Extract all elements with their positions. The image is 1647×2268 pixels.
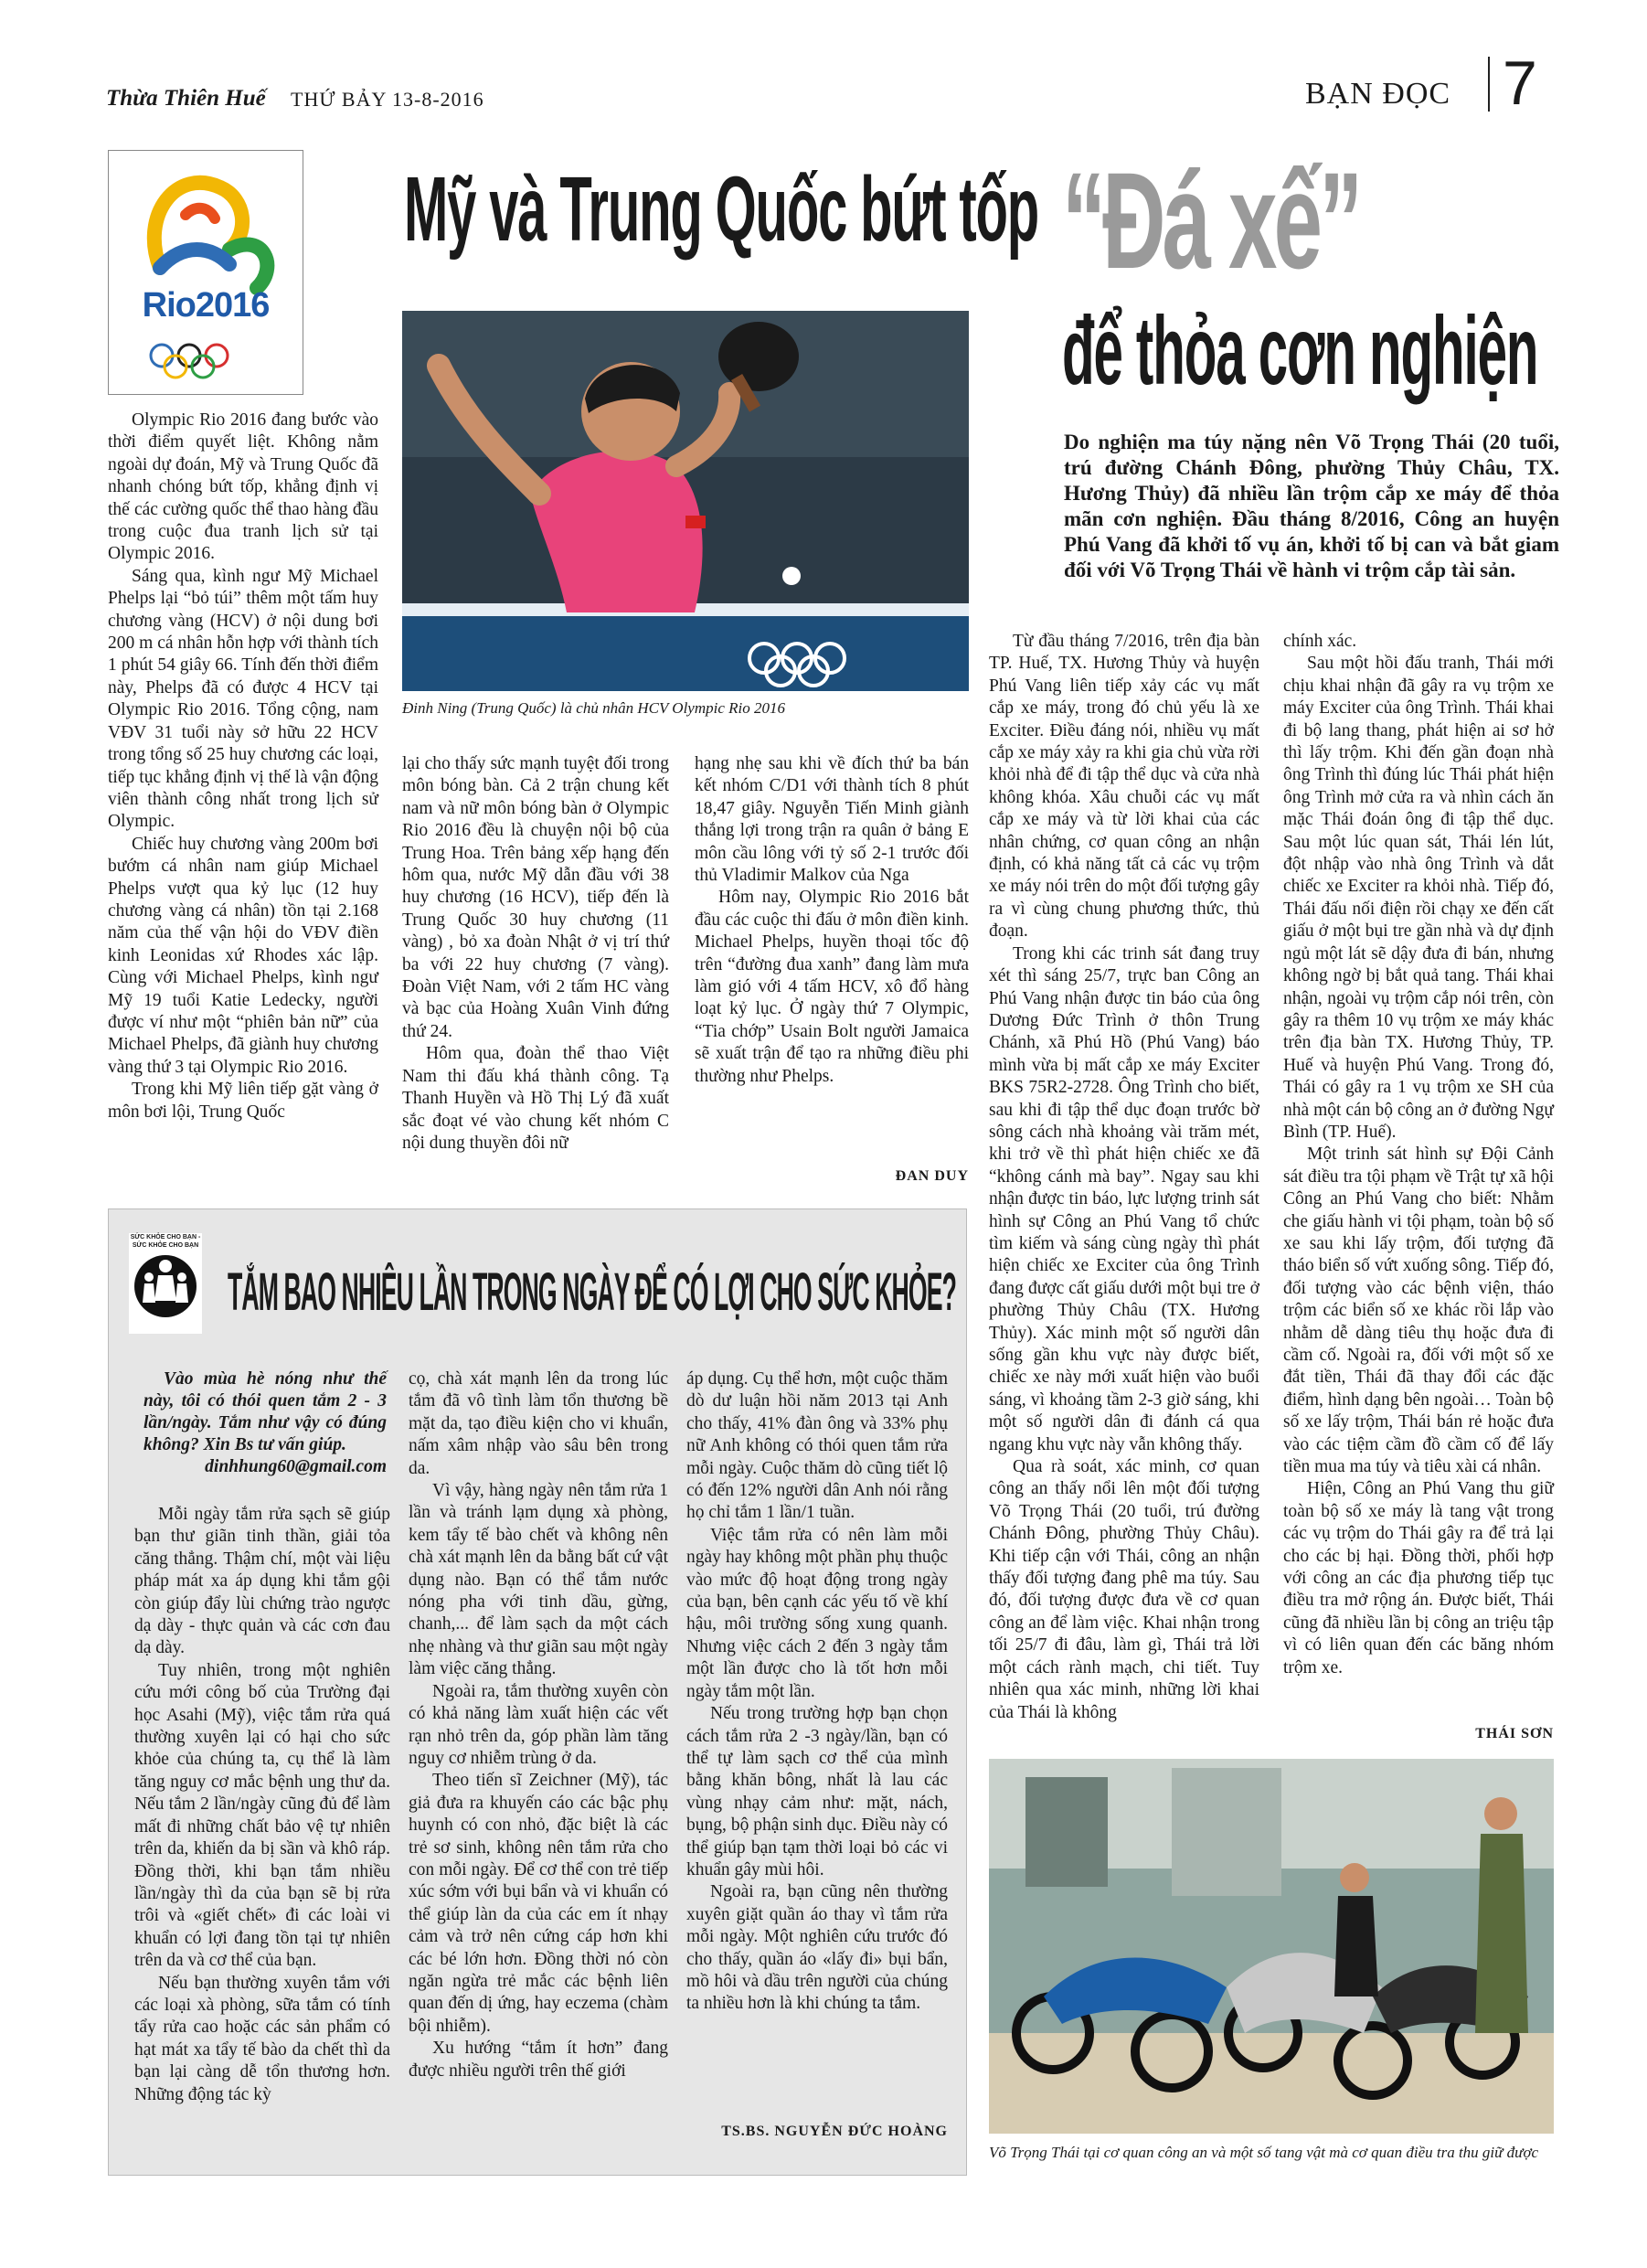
section-name: BẠN ĐỌC: [1305, 77, 1451, 111]
rio-logo: [108, 150, 303, 395]
olympic-column-2: [402, 753, 669, 1155]
paragraph: Trong khi các trinh sát đang truy xét thì sáng 25/7, trực ban Công an Phú Vang nhận được tin báo của ông Dương Đức Trình ở thôn Trung Chánh, xã Phú Hồ (Phú Vang) báo mình vừa bị mất cắp xe máy Exciter BKS 75R2-2728. Ông Trình cho biết, sau khi đi tập thể dục đoạn trước bờ sông cách nhà khoảng vài trăm mét, khi trở về thì phát hiện chiếc xe đã “không cánh mà bay”. Ngay sau khi nhận được tin báo, lực lượng trinh sát hình sự Công an Phú Vang tổ chức tìm kiếm và sáng cùng ngày thì phát hiện chiếc xe Exciter của ông Trình đang được cất giấu dưới một bụi tre ở phường Thủy Châu (TX. Hương Thủy). Xác minh một số người dân sống gần khu vực này được biết, chiếc xe này mới xuất hiện vào buổi sáng, vì khoảng tầm 2-3 giờ sáng, khi một số người dân đi đánh cá qua ngang khu vực này vẫn không thấy.: [989, 943, 1259, 1454]
health-column-1: [134, 1504, 390, 2106]
table-tennis-photo: [402, 311, 969, 691]
paragraph: chính xác.: [1283, 632, 1357, 651]
paragraph: Việc tắm rửa có nên làm mỗi ngày hay không một phần phụ thuộc vào mức độ hoạt động trong ngày của bạn, bên cạnh các yếu tố về khí hậu, môi trường sống xung quanh. Nhưng việc cách 2 đến 3 ngày tắm một lần được cho là tốt hơn mỗi ngày tắm một lần.: [686, 1525, 948, 1701]
olympic-column-1: [108, 410, 378, 1123]
issue-date: THỨ BẢY 13-8-2016: [291, 88, 484, 111]
health-box: [108, 1209, 967, 2176]
paper-name: Thừa Thiên Huế: [106, 86, 266, 111]
paragraph: Xu hướng “tắm ít hơn” đang được nhiều người trên thế giới: [409, 2039, 668, 2081]
health-badge-text: SỨC KHỎE CHO BẠN - SỨC KHỎE CHO BẠN: [130, 1234, 201, 1249]
paragraph: Tuy nhiên, trong một nghiên cứu mới công bố của Trường đại học Asahi (Mỹ), việc tắm rửa quá thường xuyên lại có hại cho sức khỏe của chúng ta, cụ thể là làm tăng nguy cơ mắc bệnh ung thư da. Nếu tắm 2 lần/ngày cũng đủ để làm mất đi những chất bảo vệ tự nhiên trên da, khiến da bị sần và khô ráp. Đồng thời, khi bạn tắm nhiều lần/ngày thì da của bạn sẽ bị rửa trôi và «giết chết» đi các loài vi khuẩn có lợi đang tồn tại tự nhiên trên da và cơ thể của bạn.: [134, 1660, 390, 1971]
motorbikes-photo: [989, 1759, 1554, 2134]
header-divider: [1488, 57, 1490, 112]
paragraph: Chiếc huy chương vàng 200m bơi bướm cá nhân nam giúp Michael Phelps vượt qua kỷ lục (12 huy chương vàng cá nhân) tồn tại 2.168 năm của thế vận hội do VĐV điền kinh Leonidas xứ Rhodes xác lập. Cùng với Michael Phelps, kình ngư Mỹ 19 tuổi Katie Ledecky, người được ví như một “phiên bản nữ” của Michael Phelps, đã giành huy chương vàng thứ 3 tại Olympic Rio 2016.: [108, 834, 378, 1077]
olympic-photo-caption: Đinh Ning (Trung Quốc) là chủ nhân HCV Olympic Rio 2016: [402, 699, 785, 717]
reader-question: [143, 1368, 387, 1478]
reader-email: dinhhung60@gmail.com: [205, 1457, 387, 1476]
paragraph: Hôm nay, Olympic Rio 2016 bắt đầu các cuộc thi đấu ở môn điền kinh. Michael Phelps, huyền thoại tốc độ trên “đường đua xanh” đang làm mưa làm gió với 4 tấm HCV, xô đổ hàng loạt kỷ lục. Ở ngày thứ 7 Olympic, “Tia chớp” Usain Bolt người Jamaica sẽ xuất trận để tạo ra những điều phi thường như Phelps.: [695, 888, 969, 1086]
paragraph: Hiện, Công an Phú Vang thu giữ toàn bộ số xe máy là tang vật trong các vụ trộm do Thái gây ra để trả lại cho các bị hại. Đồng thời, phối hợp với công an các địa phương tiếp tục điều tra mở rộng án. Được biết, Thái cũng đã nhiều lần bị công an triệu tập vì có liên quan đến các băng nhóm trộm xe.: [1283, 1479, 1554, 1677]
paragraph: Sau một hồi đấu tranh, Thái mới chịu khai nhận đã gây ra vụ trộm xe máy Exciter của ông Trình. Thái khai đi bộ lang thang, phát hiện ai sơ hở thì lấy trộm. Khi đến gần đoạn nhà ông Trình thì đúng lúc Thái phát hiện ông Trình mở cửa ra và nhìn cách ăn mặc Thái đoán ông đi tập thể dục. Sau một lúc quan sát, Thái lén lút, đột nhập vào nhà ông Trình và dắt chiếc xe Exciter ra khỏi nhà. Tiếp đó, Thái đấu nối điện rồi chạy xe đến cất giấu ở một bụi tre gần nhà và dự định ngủ một lát sẽ dậy đưa đi bán, nhưng không ngờ bị bắt quả tang. Thái khai nhận, ngoài vụ trộm cắp nói trên, còn gây ra thêm 10 vụ trộm xe máy khác trên địa bàn TX. Hương Thủy, TP. Huế và huyện Phú Vang. Trong đó, Thái có gây ra 1 vụ trộm xe SH của nhà một cán bộ công an ở đường Ngự Bình (TP. Huế).: [1283, 654, 1554, 1142]
paragraph: Hôm qua, đoàn thể thao Việt Nam thi đấu khá thành công. Tạ Thanh Huyền và Hồ Thị Lý đã xuất sắc đoạt vé vào chung kết nhóm C nội dung thuyền đôi nữ: [402, 1044, 669, 1153]
paragraph: Ngoài ra, bạn cũng nên thường xuyên giặt quần áo thay vì tắm rửa mỗi ngày. Một nghiên cứu trước đó cho thấy, quần áo «lấy đi» bụi bẩn, mồ hôi và dầu trên người của chúng ta nhiều hơn là khi chúng ta tắm.: [686, 1882, 948, 2014]
paragraph: Nếu bạn thường xuyên tắm với các loại xà phòng, sữa tắm có tính tẩy rửa cao hoặc các sản phẩm có hạt mát xa tẩy tế bào da chết thì da bạn lại càng dễ tổn thương hơn. Những động tác kỳ: [134, 1973, 390, 2104]
paragraph: Sáng qua, kình ngư Mỹ Michael Phelps lại “bỏ túi” thêm một tấm huy chương vàng (HCV) ở nội dung bơi 200 m cá nhân hỗn hợp với thành tích 1 phút 54 giây 66. Tính đến thời điểm này, Phelps đã có được 4 HCV tại Olympic Rio 2016. Tổng cộng, nam VĐV 31 tuổi này sở hữu 22 HCV trong tổng số 25 huy chương các loại, tiếp tục khẳng định vị thế là vận động viên thành công nhất trong lịch sử Olympic.: [108, 566, 378, 832]
crime-author: THÁI SƠN: [1475, 1726, 1554, 1741]
page-number: 7: [1503, 48, 1537, 118]
health-headline: TẮM BAO NHIÊU LẦN TRONG NGÀY ĐỂ CÓ LỢI CHO SỨC KHỎE?: [228, 1262, 956, 1322]
crime-photo-caption: Võ Trọng Thái tại cơ quan công an và một số tang vật mà cơ quan điều tra thu giữ được: [989, 2144, 1539, 2161]
crime-column-2: [1283, 631, 1554, 1679]
rio-logo-text: Rio2016: [142, 286, 270, 325]
paragraph: Nếu trong trường hợp bạn chọn cách tắm rửa 2 -3 ngày/lần, bạn có thể tự làm sạch cơ thể của mình bằng khăn bông, nhất là lau các vùng nhạy cảm như: mặt, nách, bụng, bộ phận sinh dục. Điều này có thể giúp bạn tạm thời loại bỏ các vi khuẩn gây mùi hôi.: [686, 1704, 948, 1879]
question-text: Vào mùa hè nóng như thế này, tôi có thói quen tắm 2 - 3 lần/ngày. Tắm như vậy có đúng không? Xin Bs tư vấn giúp.: [143, 1369, 387, 1454]
paragraph: Từ đầu tháng 7/2016, trên địa bàn TP. Huế, TX. Hương Thủy và huyện Phú Vang liên tiếp xảy các vụ mất cắp xe máy, trong đó chủ yếu là xe Exciter. Điều đáng nói, nhiều vụ mất cắp xe máy xảy ra khi gia chủ vừa rời khỏi nhà để đi tập thể dục và cửa nhà không khóa. Xâu chuỗi các vụ mất cắp xe máy và từ lời khai của các nhân chứng, cơ quan công an nhận định, có khả năng tất cả các vụ trộm xe máy nói trên do một đối tượng gây ra vì cùng chung phương thức, thủ đoạn.: [989, 632, 1259, 942]
paragraph: Một trinh sát hình sự Đội Cảnh sát điều tra tội phạm về Trật tự xã hội Công an Phú Vang cho biết: Nhằm che giấu hành vi tội phạm, toàn bộ số xe sau khi lấy trộm, đối tượng đã tháo biển số vứt xuống sông. Tiếp đó, đối tượng vào các bệnh viện, tháo trộm các biển số xe khác rồi lắp vào nhằm dễ dàng tiêu thụ hoặc đưa đi cầm cố. Ngoài ra, đối với một số xe đắt tiền, Thái đã thay đổi các đặc điểm, hình dạng bên ngoài… Toàn bộ số xe lấy trộm, Thái bán rẻ hoặc đưa vào các tiệm cầm đồ cầm cố để lấy tiền mua ma túy và tiêu xài cá nhân.: [1283, 1145, 1554, 1477]
paragraph: Trong khi Mỹ liên tiếp gặt vàng ở môn bơi lội, Trung Quốc: [108, 1080, 378, 1122]
paragraph: lại cho thấy sức mạnh tuyệt đối trong môn bóng bàn. Cả 2 trận chung kết nam và nữ môn bóng bàn ở Olympic Rio 2016 đều là chuyện nội bộ của Trung Hoa. Trên bảng xếp hạng đến hôm qua, nước Mỹ dẫn đầu với 38 huy chương (16 HCV), tiếp đến là Trung Quốc 30 huy chương (11 vàng) , bỏ xa đoàn Nhật ở vị trí thứ ba với 22 huy chương (7 vàng). Đoàn Việt Nam, với 2 tấm HC vàng và bạc của Hoàng Xuân Vinh đứng thứ 24.: [402, 754, 669, 1041]
crime-column-1: [989, 631, 1259, 1724]
olympic-author: ĐAN DUY: [895, 1168, 969, 1184]
paragraph: Ngoài ra, tắm thường xuyên còn có khả năng làm xuất hiện các vết rạn nhỏ trên da, góp phần làm tăng nguy cơ nhiễm trùng ở da.: [409, 1681, 668, 1768]
paragraph: cọ, chà xát mạnh lên da trong lúc tắm đã vô tình làm tổn thương bề mặt da, tạo điều kiện cho vi khuẩn, nấm xâm nhập vào sâu bên trong da.: [409, 1369, 668, 1478]
health-author: TS.BS. NGUYỄN ĐỨC HOÀNG: [721, 2124, 948, 2139]
paragraph: Mỗi ngày tắm rửa sạch sẽ giúp bạn thư giãn tinh thần, giải tỏa căng thẳng. Thậm chí, một vài liệu pháp mát xa áp dụng khi tắm gội còn giúp đẩy lùi chứng trào ngược dạ dày - thực quản và các cơn đau dạ dày.: [134, 1505, 390, 1658]
paragraph: Vì vậy, hàng ngày nên tắm rửa 1 lần và tránh lạm dụng xà phòng, kem tẩy tế bào chết và không nên chà xát mạnh lên da bằng bất cứ vật dụng nào. Bạn có thể tắm nước nóng pha với tinh dầu, gừng, chanh,... để làm sạch da một cách nhẹ nhàng và thư giãn sau một ngày làm việc căng thẳng.: [409, 1481, 668, 1679]
paragraph: Olympic Rio 2016 đang bước vào thời điểm quyết liệt. Không nằm ngoài dự đoán, Mỹ và Trung Quốc đã nhanh chóng bứt tốp, khẳng định vị thế các cường quốc thể thao hàng đầu trong cuộc đua tranh lịch sử tại Olympic 2016.: [108, 410, 378, 564]
crime-headline-top: “Đá xế”: [1062, 144, 1360, 297]
rio-logo-graphic: [109, 151, 303, 394]
olympic-column-3: [695, 753, 969, 1088]
health-column-3: [686, 1368, 948, 2016]
paragraph: áp dụng. Cụ thể hơn, một cuộc thăm dò dư luận hồi năm 2013 tại Anh cho thấy, 41% đàn ông và 33% phụ nữ Anh không có thói quen tắm rửa mỗi ngày. Cuộc thăm dò cũng tiết lộ có đến 12% người dân Anh nói rằng họ chỉ tắm 1 lần/1 tuần.: [686, 1369, 948, 1523]
olympic-headline: Mỹ và Trung Quốc bứt tốp: [404, 158, 1039, 261]
paragraph: Theo tiến sĩ Zeichner (Mỹ), tác giả đưa ra khuyến cáo các bậc phụ huynh có con nhỏ, đặc biệt là các trẻ sơ sinh, không nên tắm rửa cho con mỗi ngày. Để cơ thể con trẻ tiếp xúc sớm với bụi bẩn và vi khuẩn có thể giúp làn da của các em ít nhạy cảm và trở nên cứng cáp hơn khi các bé lớn hơn. Đồng thời nó còn ngăn ngừa trẻ mắc các bệnh liên quan đến dị ứng, hay eczema (chàm bội nhiễm).: [409, 1771, 668, 2036]
health-column-2: [409, 1368, 668, 2082]
paragraph: Qua rà soát, xác minh, cơ quan công an thấy nổi lên một đối tượng Võ Trọng Thái (20 tuổi, trú đường Chánh Đông, phường Thủy Châu). Khi tiếp cận với Thái, công an nhận thấy đối tượng đang phê ma túy. Sau đó, đối tượng được đưa về cơ quan công an để làm việc. Khai nhận trong tối 25/7 đi đâu, làm gì, Thái trả lời một cách rành mạch, chi tiết. Tuy nhiên qua xác minh, những lời khai của Thái là không: [989, 1457, 1259, 1722]
paragraph: hạng nhẹ sau khi về đích thứ ba bán kết nhóm C/D1 với thành tích 8 phút 18,47 giây. Nguyễn Tiến Minh giành thắng lợi trong trận ra quân ở bảng E môn cầu lông với tỷ số 2-1 trước đối thủ Vladimir Malkov của Nga: [695, 754, 969, 886]
crime-lead: Do nghiện ma túy nặng nên Võ Trọng Thái (20 tuổi, trú đường Chánh Đông, phường Thủy Châu, TX. Hương Thủy) đã nhiều lần trộm cắp xe máy để thỏa mãn cơn nghiện. Đầu tháng 8/2016, Công an huyện Phú Vang đã khởi tố vụ án, khởi tố bị can và bắt giam đối với Võ Trọng Thái về hành vi trộm cắp tài sản.: [1064, 431, 1559, 581]
crime-headline-bottom: để thỏa cơn nghiện: [1062, 297, 1538, 405]
health-badge: [129, 1233, 202, 1334]
